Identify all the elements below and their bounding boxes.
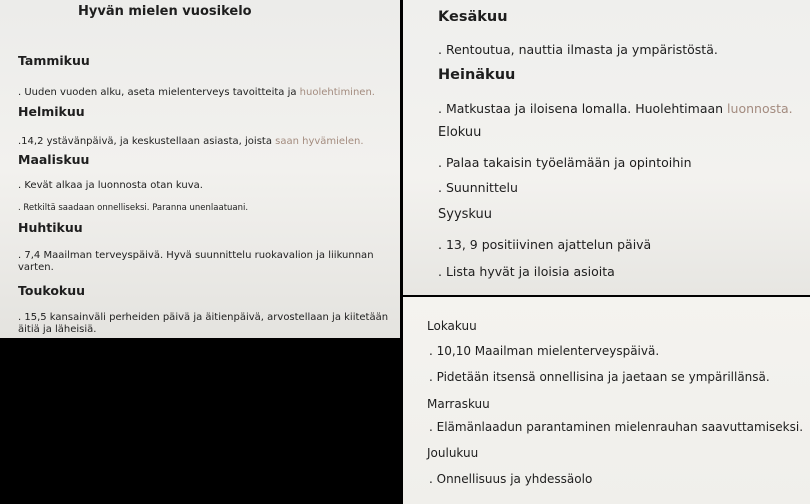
- lokakuu-line-1: . 10,10 Maailman mielenterveyspäivä.: [429, 344, 660, 358]
- maaliskuu-line-1: . Kevät alkaa ja luonnosta otan kuva.: [18, 180, 203, 191]
- tammikuu-line-text: . Uuden vuoden alku, aseta mielenterveys tavoitteita ja: [18, 87, 297, 98]
- elokuu-line-1: . Palaa takaisin työelämään ja opintoihin: [438, 155, 692, 170]
- tammikuu-line-faded: huolehtiminen.: [296, 87, 375, 98]
- month-heading-maaliskuu: Maaliskuu: [18, 152, 90, 167]
- month-heading-huhtikuu: Huhtikuu: [18, 220, 83, 235]
- right-top-document-panel: [403, 0, 810, 295]
- lokakuu-line-2: . Pidetään itsensä onnellisina ja jaetaan se ympärillänsä.: [429, 370, 770, 384]
- left-document-panel: [0, 0, 400, 338]
- month-heading-joulukuu: Joulukuu: [427, 446, 479, 460]
- helmikuu-line-text: .14,2 ystävänpäivä, ja keskustellaan asiasta, joista: [18, 136, 272, 147]
- month-heading-toukokuu: Toukokuu: [18, 283, 86, 298]
- heinakuu-line: [438, 101, 793, 116]
- month-heading-elokuu: Elokuu: [438, 125, 482, 140]
- heinakuu-line-text: . Matkustaa ja iloisena lomalla. Huolehtimaan: [438, 101, 724, 116]
- marraskuu-line: . Elämänlaadun parantaminen mielenrauhan saavuttamiseksi.: [429, 420, 804, 434]
- syyskuu-line-1: . 13, 9 positiivinen ajattelun päivä: [438, 237, 652, 252]
- month-heading-kesakuu: Kesäkuu: [438, 9, 508, 25]
- month-heading-heinakuu: Heinäkuu: [438, 67, 516, 83]
- maaliskuu-line-2: . Retkiltä saadaan onnelliseksi. Paranna unenlaatuani.: [18, 203, 249, 213]
- syyskuu-line-2: . Lista hyvät ja iloisia asioita: [438, 264, 615, 279]
- helmikuu-line: [18, 136, 364, 147]
- right-bottom-document-panel: [403, 297, 810, 504]
- joulukuu-line: . Onnellisuus ja yhdessäolo: [429, 472, 593, 486]
- kesakuu-line: . Rentoutua, nauttia ilmasta ja ympäristöstä.: [438, 42, 718, 57]
- month-heading-tammikuu: Tammikuu: [18, 53, 90, 68]
- month-heading-marraskuu: Marraskuu: [427, 397, 490, 411]
- elokuu-line-2: . Suunnittelu: [438, 180, 518, 195]
- heinakuu-line-faded: luonnosta.: [723, 101, 793, 116]
- month-heading-lokakuu: Lokakuu: [427, 319, 477, 333]
- document-title: Hyvän mielen vuosikelo: [78, 4, 252, 19]
- toukokuu-line-2: äitiä ja läheisiä.: [18, 324, 97, 335]
- toukokuu-line-1: . 15,5 kansainväli perheiden päivä ja äitienpäivä, arvostellaan ja kiitetään: [18, 312, 389, 323]
- huhtikuu-line-2: varten.: [18, 262, 54, 273]
- tammikuu-line: [18, 87, 375, 98]
- huhtikuu-line-1: . 7,4 Maailman terveyspäivä. Hyvä suunnittelu ruokavalion ja liikunnan: [18, 250, 374, 261]
- month-heading-helmikuu: Helmikuu: [18, 104, 85, 119]
- helmikuu-line-faded: saan hyvämielen.: [271, 136, 364, 147]
- month-heading-syyskuu: Syyskuu: [438, 207, 493, 222]
